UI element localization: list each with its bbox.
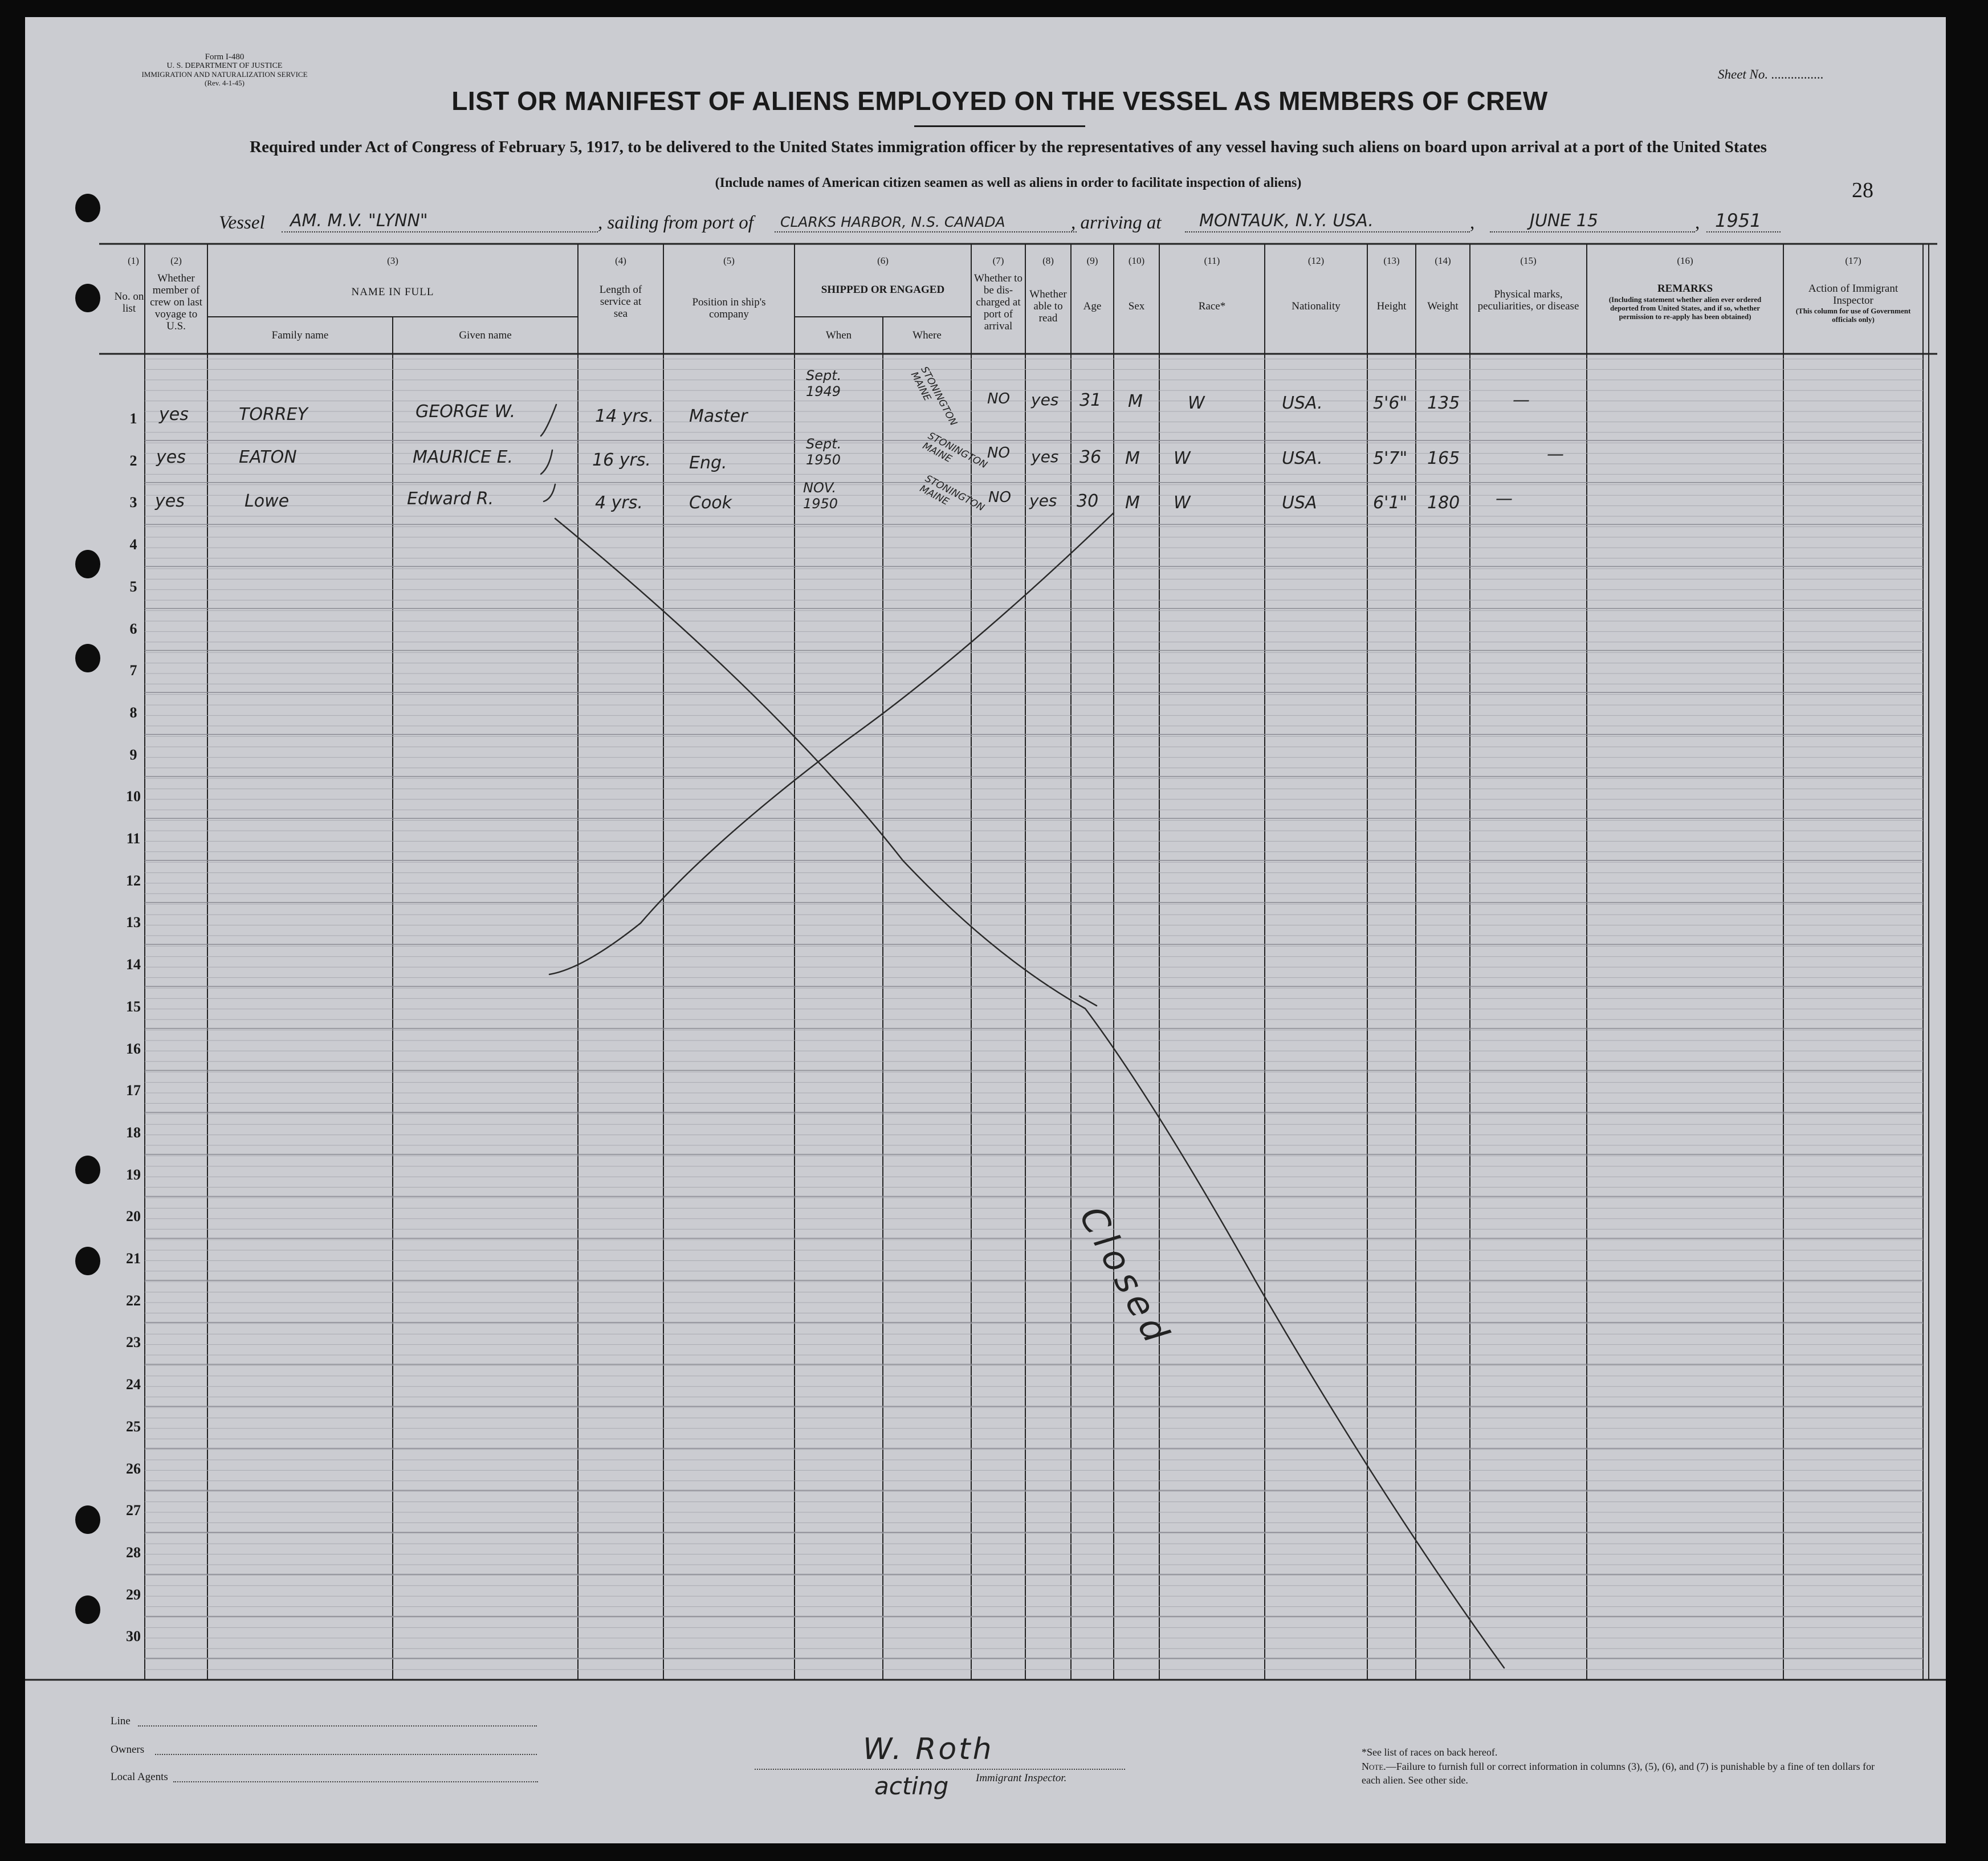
row-number: 30 xyxy=(126,1628,141,1645)
col-13-num: (13) xyxy=(1383,255,1400,266)
col-15-header: Physical marks, peculiarities, or disease xyxy=(1477,288,1579,312)
row-number: 12 xyxy=(126,872,141,889)
footer-owners-label: Owners xyxy=(111,1744,145,1756)
entry-2-discharged: NO xyxy=(987,444,1010,462)
entry-3-read: yes xyxy=(1029,491,1057,510)
row-number: 5 xyxy=(129,578,137,595)
punch-hole xyxy=(75,1156,100,1184)
manifest-sheet xyxy=(25,17,1946,1843)
entry-1-weight: 135 xyxy=(1427,393,1460,413)
row-number: 15 xyxy=(126,998,141,1015)
inspector-signature: W. Roth xyxy=(863,1732,994,1766)
entry-1-race: W xyxy=(1188,393,1205,413)
col-6-num: (6) xyxy=(877,255,889,266)
cross-line-2 xyxy=(549,513,1114,974)
entry-1-service: 14 yrs. xyxy=(595,406,654,426)
entry-3-crew: yes xyxy=(155,491,185,511)
col-10-num: (10) xyxy=(1128,255,1145,266)
row-number: 21 xyxy=(126,1250,141,1267)
entry-3-sex: M xyxy=(1125,493,1140,513)
acting-annotation: acting xyxy=(874,1772,949,1800)
entry-3-given: Edward R. xyxy=(407,489,494,509)
row-number: 24 xyxy=(126,1376,141,1393)
punch-hole xyxy=(75,1505,100,1534)
entry-2-marks: — xyxy=(1547,444,1564,464)
entry-2-weight: 165 xyxy=(1427,448,1460,468)
entry-2-family: EATON xyxy=(239,447,297,467)
col-12-num: (12) xyxy=(1307,255,1325,266)
entry-2-height: 5'7" xyxy=(1373,448,1408,468)
form-department: U. S. DEPARTMENT OF JUSTICE xyxy=(166,62,283,70)
entry-2-age: 36 xyxy=(1079,447,1102,467)
sailing-port: CLARKS HARBOR, N.S. CANADA xyxy=(780,214,1005,230)
col-14-num: (14) xyxy=(1435,255,1451,266)
footer-agents-dotline xyxy=(173,1781,538,1782)
entry-1-age: 31 xyxy=(1079,390,1102,410)
col-6-when-header: When xyxy=(825,329,852,341)
signature-dotline xyxy=(755,1769,1125,1770)
col-12-header: Nationality xyxy=(1292,300,1341,312)
punch-hole xyxy=(75,1595,100,1624)
row-number: 3 xyxy=(129,494,137,511)
col-5-header: Position in ship's company xyxy=(692,296,766,320)
entry-3-service: 4 yrs. xyxy=(595,493,643,513)
vessel-name: AM. M.V. "LYNN" xyxy=(290,211,428,231)
col-11-num: (11) xyxy=(1204,255,1220,266)
punch-hole xyxy=(75,284,100,312)
footer-owners-dotline xyxy=(155,1754,537,1755)
footer-agents-label: Local Agents xyxy=(111,1771,168,1783)
punch-hole xyxy=(75,550,100,578)
page-title: LIST OR MANIFEST OF ALIENS EMPLOYED ON THE VESSEL AS MEMBERS OF CREW xyxy=(451,86,1548,116)
cross-line-1 xyxy=(555,519,1504,1668)
comma-1: , xyxy=(1470,213,1475,233)
col-4-num: (4) xyxy=(615,255,626,266)
row-number: 19 xyxy=(126,1166,141,1183)
form-revision: (Rev. 4-1-45) xyxy=(205,79,245,87)
check-mark-3 xyxy=(544,484,555,501)
col-3-family-header: Family name xyxy=(271,329,329,341)
punch-hole xyxy=(75,1247,100,1275)
entry-2-read: yes xyxy=(1031,447,1059,466)
row-number: 28 xyxy=(126,1544,141,1561)
arriving-port: MONTAUK, N.Y. USA. xyxy=(1199,211,1374,231)
entry-3-position: Cook xyxy=(689,493,732,513)
cancellation-marks xyxy=(25,17,1946,1843)
row-number: 14 xyxy=(126,956,141,973)
arrival-date: JUNE 15 xyxy=(1530,211,1598,231)
vessel-label: Vessel xyxy=(219,213,265,233)
row-number: 16 xyxy=(126,1040,141,1057)
footer-line-dotline xyxy=(138,1725,537,1727)
col-11-header: Race* xyxy=(1198,300,1226,312)
col-6-header: SHIPPED OR ENGAGED xyxy=(821,284,945,296)
entry-2-given: MAURICE E. xyxy=(413,447,513,467)
entry-2-sex: M xyxy=(1125,448,1140,468)
col-2-num: (2) xyxy=(170,255,182,266)
row-number: 18 xyxy=(126,1124,141,1141)
entry-1-given: GEORGE W. xyxy=(415,402,516,422)
form-service: IMMIGRATION AND NATURALIZATION SERVICE xyxy=(141,70,308,79)
punch-hole xyxy=(75,194,100,222)
immigrant-inspector-label: Immigrant Inspector. xyxy=(976,1772,1067,1784)
col-10-header: Sex xyxy=(1128,300,1145,312)
arrival-year: 1951 xyxy=(1715,210,1762,231)
entry-3-age: 30 xyxy=(1077,491,1099,511)
row-number: 11 xyxy=(126,830,141,847)
check-mark-1 xyxy=(541,405,556,436)
penalty-note xyxy=(1362,1760,1886,1787)
penalty-note-label: Note. xyxy=(1362,1761,1386,1772)
entry-3-where: STONINGTON MAINE xyxy=(918,473,987,514)
col-3-num: (3) xyxy=(387,255,398,266)
punch-hole xyxy=(75,644,100,672)
entry-1-crew: yes xyxy=(159,405,189,425)
check-mark-2 xyxy=(541,450,552,474)
col-3-given-header: Given name xyxy=(459,329,512,341)
col-17-subnote: (This column for use of Government officials only) xyxy=(1795,307,1911,324)
row-number: 9 xyxy=(129,746,137,763)
entry-1-where: STONINGTON MAINE xyxy=(908,365,959,428)
page-note: (Include names of American citizen seamen as well as aliens in order to facilitate inspection of aliens) xyxy=(715,176,1302,190)
col-2-header: Whether member of crew on last voyage to U.S. xyxy=(150,272,202,332)
entry-2-position: Eng. xyxy=(689,453,727,473)
entry-3-race: W xyxy=(1174,493,1191,513)
row-number: 10 xyxy=(126,788,141,805)
col-7-header: Whether to be dis-charged at port of arrival xyxy=(974,272,1022,332)
col-9-num: (9) xyxy=(1086,255,1098,266)
entry-3-family: Lowe xyxy=(245,491,290,511)
col-8-num: (8) xyxy=(1042,255,1054,266)
row-number: 25 xyxy=(126,1418,141,1435)
page-subtitle: Required under Act of Congress of February 5, 1917, to be delivered to the United States immigration officer by the representatives of any vessel having such aliens on board upon arrival at a port of the United States xyxy=(250,138,1767,156)
sheet-number-label: Sheet No. ................ xyxy=(1718,67,1824,81)
col-7-num: (7) xyxy=(992,255,1004,266)
entry-3-height: 6'1" xyxy=(1373,493,1408,513)
entry-2-nationality: USA. xyxy=(1282,448,1323,468)
col-6-where-header: Where xyxy=(912,329,942,341)
col-16-subnote: (Including statement whether alien ever ordered deported from United States, and if so, whether permission to re-apply has been obtained) xyxy=(1608,295,1762,321)
col-3-header: NAME IN FULL xyxy=(351,286,434,298)
col-1-num: (1) xyxy=(128,255,139,266)
col-8-header: Whether able to read xyxy=(1029,288,1067,324)
entry-1-position: Master xyxy=(689,406,748,426)
entry-1-nationality: USA. xyxy=(1282,393,1323,413)
row-number: 8 xyxy=(129,704,137,721)
entry-2-race: W xyxy=(1174,448,1191,468)
row-number: 26 xyxy=(126,1460,141,1477)
col-9-header: Age xyxy=(1083,300,1102,312)
row-number: 7 xyxy=(129,662,137,679)
row-number: 13 xyxy=(126,914,141,931)
entry-2-where: STONINGTON MAINE xyxy=(920,430,989,471)
entry-1-height: 5'6" xyxy=(1373,393,1408,413)
closed-annotation: Closed xyxy=(1071,1199,1180,1354)
arriving-label: , arriving at xyxy=(1071,213,1162,233)
col-5-num: (5) xyxy=(723,255,735,266)
entry-3-weight: 180 xyxy=(1427,493,1460,513)
form-number: Form I-480 xyxy=(205,52,245,62)
row-number: 2 xyxy=(129,452,137,469)
entry-2-service: 16 yrs. xyxy=(592,450,651,470)
row-number: 20 xyxy=(126,1208,141,1225)
footer-line-label: Line xyxy=(111,1715,131,1727)
entry-3-nationality: USA xyxy=(1282,493,1317,513)
row-number: 6 xyxy=(129,620,137,637)
closed-cross-tick xyxy=(1079,996,1097,1006)
sailing-label: , sailing from port of xyxy=(598,213,753,233)
entry-1-when: Sept. 1949 xyxy=(806,368,842,399)
row-number: 29 xyxy=(126,1586,141,1603)
entry-1-marks: — xyxy=(1513,390,1530,410)
col-16-num: (16) xyxy=(1677,255,1693,266)
col-15-num: (15) xyxy=(1520,255,1537,266)
entry-1-discharged: NO xyxy=(987,390,1010,407)
penalty-note-text: —Failure to furnish full or correct information in columns (3), (5), (6), and (7) is punishable by a fine of ten dollars for each alien. See other side. xyxy=(1362,1761,1875,1786)
entry-2-when: Sept. 1950 xyxy=(806,436,842,468)
col-17-header: Action of Immigrant Inspector xyxy=(1808,283,1899,307)
row-number: 23 xyxy=(126,1334,141,1351)
races-note: *See list of races on back hereof. xyxy=(1362,1746,1498,1758)
row-number: 27 xyxy=(126,1502,141,1519)
col-17-num: (17) xyxy=(1845,255,1861,266)
entry-2-crew: yes xyxy=(156,447,186,467)
col-14-header: Weight xyxy=(1427,300,1459,312)
row-number: 22 xyxy=(126,1292,141,1309)
row-number: 4 xyxy=(129,536,137,553)
entry-3-when: NOV. 1950 xyxy=(803,480,838,512)
entry-1-sex: M xyxy=(1128,391,1143,411)
row-number: 17 xyxy=(126,1082,141,1099)
col-16-header: REMARKS xyxy=(1657,283,1713,295)
col-4-header: Length of service at sea xyxy=(599,284,642,320)
entry-3-marks: — xyxy=(1496,489,1513,509)
comma-2: , xyxy=(1695,213,1700,233)
col-13-header: Height xyxy=(1376,300,1407,312)
entry-3-discharged: NO xyxy=(988,489,1011,506)
entry-1-family: TORREY xyxy=(239,405,308,425)
row-number: 1 xyxy=(129,410,137,427)
entry-1-read: yes xyxy=(1031,390,1059,409)
page-number: 28 xyxy=(1852,178,1873,202)
col-1-header: No. on list xyxy=(114,291,144,315)
